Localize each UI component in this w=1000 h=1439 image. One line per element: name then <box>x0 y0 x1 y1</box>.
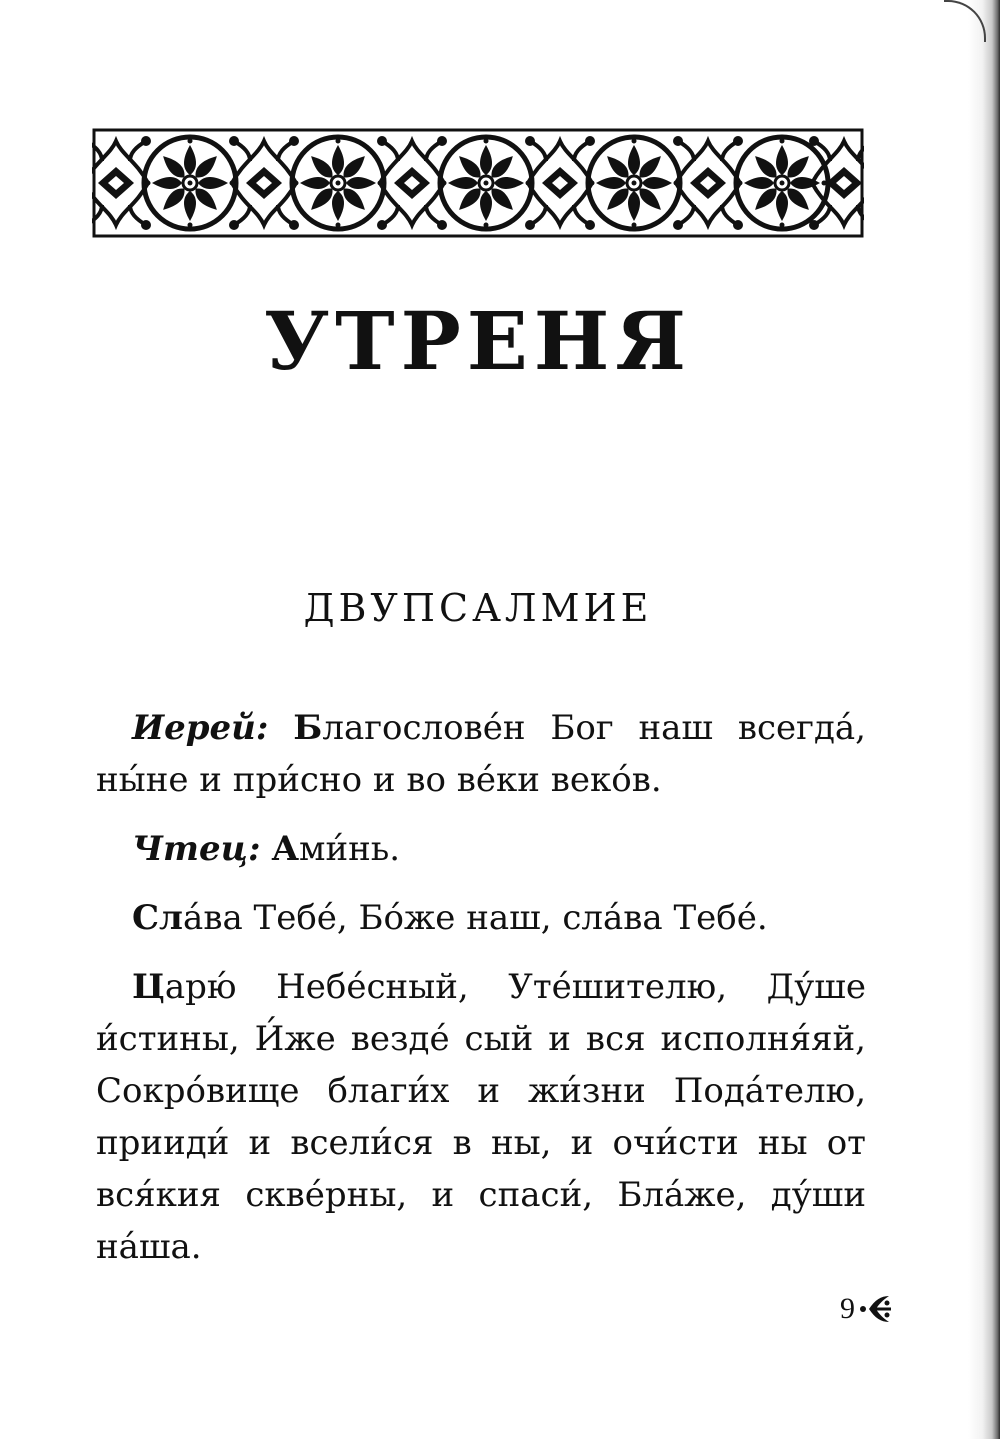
page-number-text: 9 <box>840 1292 855 1325</box>
paragraph-text: лагослове́н Бог наш всегда́, ны́не и при́сно и во ве́ки веко́в. <box>96 708 866 800</box>
fleuron-icon <box>859 1292 893 1326</box>
paragraph-text: арю́ Небе́сный, Уте́шителю, Ду́ше и́стины, И́же везде́ сый и вся исполня́яй, Сокро́вище благи́х и жи́зни Пода́телю, прииди́ и всели́ся в ны, и очи́сти ны от вся́кия скве́рны, и спаси́, Бла́же, ду́ши на́ша. <box>96 967 866 1267</box>
prayer-text <box>96 702 866 1290</box>
initial-letter: А <box>271 829 300 869</box>
section-title: ДВУПСАЛМИЕ <box>303 586 653 630</box>
speaker-label: Чтец: <box>132 829 261 869</box>
page-number <box>840 1292 893 1326</box>
page-edge-shadow <box>968 0 1000 1439</box>
paragraph-text: а́ва Тебе́, Бо́же наш, сла́ва Тебе́. <box>183 898 768 938</box>
floral-border-ornament-icon <box>92 128 864 238</box>
paragraph-text: ми́нь. <box>299 829 401 869</box>
initial-letter: Б <box>293 708 323 748</box>
speaker-label: Иерей: <box>132 708 269 748</box>
paragraph-priest <box>96 702 866 806</box>
paragraph-reader <box>96 823 866 875</box>
paragraph-glory <box>96 892 866 944</box>
paragraph-heavenly-king <box>96 961 866 1273</box>
initial-letter: Ц <box>132 967 165 1007</box>
initial-letter: Сл <box>132 898 184 938</box>
chapter-title: УТРЕНЯ <box>264 294 692 388</box>
